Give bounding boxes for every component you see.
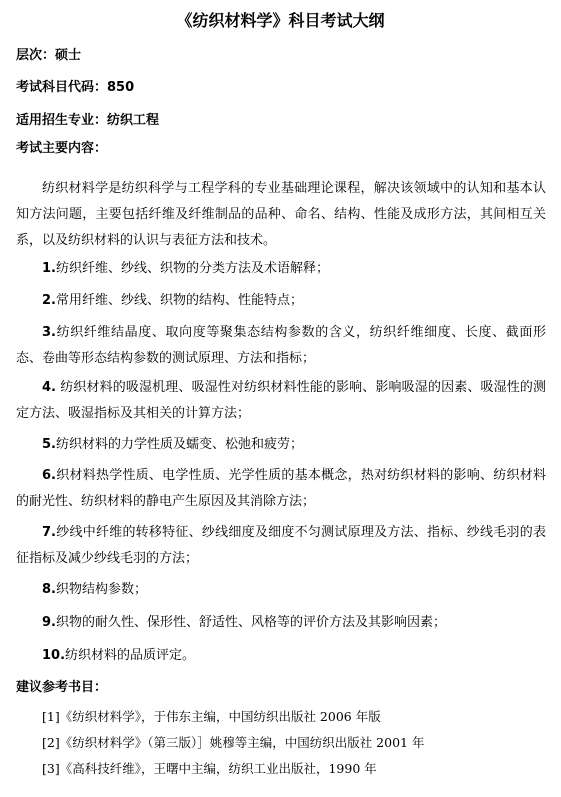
level-field: 层次：硕士 <box>16 48 82 63</box>
item-number: 3. <box>42 325 56 340</box>
item-number: 2. <box>42 293 56 308</box>
item-text: 纺织纤维结晶度、取向度等聚集态结构参数的含义，纺织纤维细度、长度、截面形态、卷曲等形态结构参数的测试原理、方法和指标； <box>16 325 546 366</box>
list-item <box>16 320 546 372</box>
item-number: 7. <box>42 525 56 540</box>
item-number: 10. <box>42 648 66 663</box>
reference-item: [3]《高科技纤维》，王曙中主编，纺织工业出版社，1990 年 <box>42 761 377 776</box>
item-text: 织材料热学性质、电学性质、光学性质的基本概念，热对纺织材料的影响、纺织材料的耐光性、纺织材料的静电产生原因及其消除方法； <box>16 468 546 509</box>
item-number: 9. <box>42 615 56 630</box>
list-item <box>16 375 546 427</box>
item-number: 1. <box>42 261 56 276</box>
list-item <box>16 463 546 515</box>
list-item <box>16 577 546 603</box>
list-item <box>16 256 546 282</box>
item-number: 5. <box>42 437 56 452</box>
document-title: 《纺织材料学》科目考试大纲 <box>176 11 385 30</box>
list-item <box>16 288 546 314</box>
item-number: 4. <box>42 380 56 395</box>
list-item <box>16 432 546 458</box>
item-text: 纺织纤维、纱线、织物的分类方法及术语解释； <box>55 261 329 276</box>
reference-item: [1]《纺织材料学》，于伟东主编，中国纺织出版社 2006 年版 <box>42 709 381 724</box>
item-text: 纱线中纤维的转移特征、纱线细度及细度不匀测试原理及方法、指标、纱线毛羽的表征指标及减少纱线毛羽的方法； <box>16 525 546 566</box>
item-text: 纺织材料的吸湿机理、吸湿性对纺织材料性能的影响、影响吸湿的因素、吸湿性的测定方法、吸湿指标及其相关的计算方法； <box>16 380 546 421</box>
item-text: 纺织材料的品质评定。 <box>65 648 196 663</box>
content-heading: 考试主要内容： <box>16 141 108 156</box>
item-text: 常用纤维、纱线、织物的结构、性能特点； <box>55 293 303 308</box>
list-item <box>16 610 546 636</box>
item-text: 纺织材料的力学性质及蠕变、松弛和疲劳； <box>55 437 303 452</box>
list-item <box>16 643 546 669</box>
item-text: 织物的耐久性、保形性、舒适性、风格等的评价方法及其影响因素； <box>55 615 446 630</box>
item-number: 8. <box>42 582 56 597</box>
subject-code-field: 考试科目代码：850 <box>16 80 135 95</box>
item-text: 织物结构参数； <box>55 582 147 597</box>
intro-paragraph: 纺织材料学是纺织科学与工程学科的专业基础理论课程，解决该领域中的认知和基本认知方法问题，主要包括纤维及纤维制品的品种、命名、结构、性能及成形方法，其间相互关系，以及纺织材料的认识与表征方法和技术。 <box>16 181 546 248</box>
reference-item: [2]《纺织材料学》（第三版）］姚穆等主编，中国纺织出版社 2001 年 <box>42 735 425 750</box>
major-field: 适用招生专业：纺织工程 <box>16 113 160 128</box>
list-item <box>16 520 546 572</box>
references-heading: 建议参考书目： <box>16 680 108 695</box>
item-number: 6. <box>42 468 56 483</box>
